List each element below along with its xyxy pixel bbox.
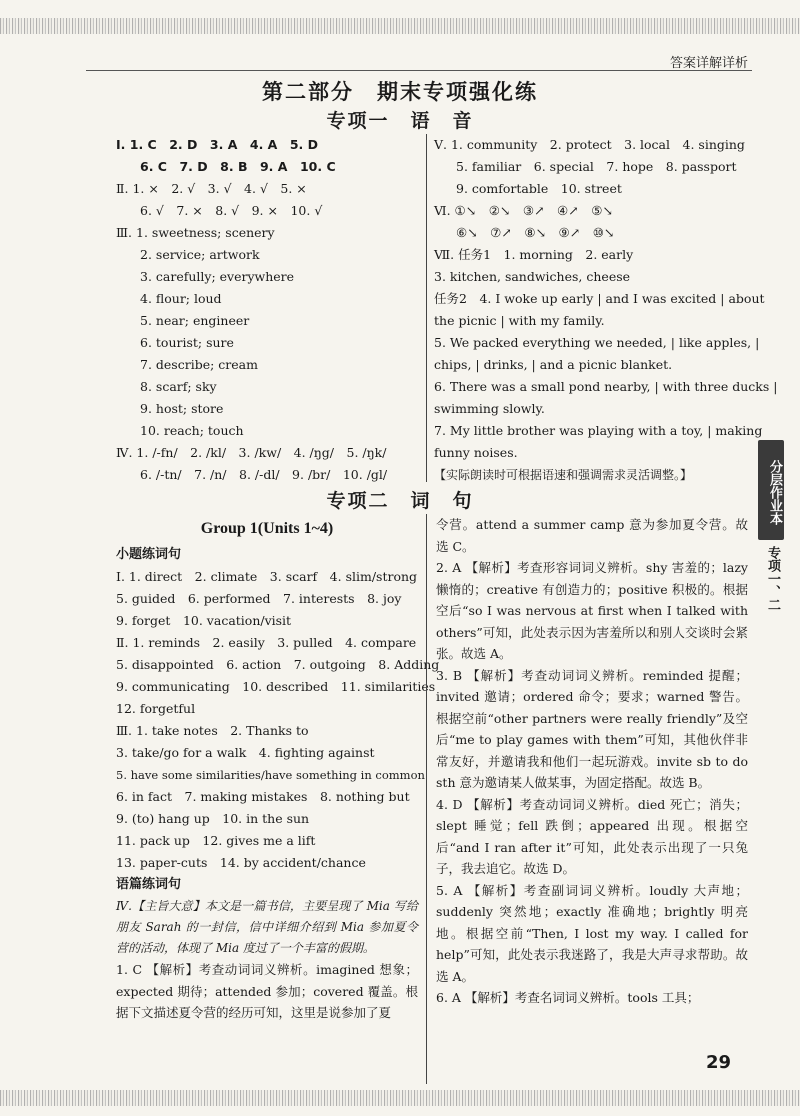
answer-line: ⑥↘ ⑦↗ ⑧↘ ⑨↗ ⑩↘ — [456, 225, 615, 240]
answer-line: 9. comfortable 10. street — [456, 181, 622, 196]
answer-line: Ⅲ. 1. take notes 2. Thanks to — [116, 723, 309, 738]
group-title: Group 1(Units 1~4) — [200, 520, 334, 537]
answer-line: 6. in fact 7. making mistakes 8. nothing but — [116, 789, 410, 804]
answer-line: 9. communicating 10. described 11. similarities — [116, 679, 436, 694]
section1-title: 专项一 语 音 — [326, 110, 474, 132]
answer-line: Ⅲ. 1. sweetness; scenery — [116, 225, 275, 240]
answer-line: 4. flour; loud — [140, 291, 222, 306]
explanation-paragraph: 3. B 【解析】考查动词词义辨析。reminded 提醒；invited 邀请；ordered 命令；要求；warned 警告。根据空前“other partners were really friendly”及空后“me to play games with them”可知，其他伙伴非常友好，并邀请我和他们一起玩游戏。invite sb to do sth 意为邀请某人做某事，为固定搭配。故选 B。 — [436, 667, 748, 790]
answer-line: 11. pack up 12. gives me a lift — [116, 833, 316, 848]
answer-line: 5. We packed everything we needed, | like apples, | — [434, 335, 760, 350]
answer-line: Ⅴ. 1. community 2. protect 3. local 4. singing — [434, 137, 745, 152]
answer-line: chips, | drinks, | and a picnic blanket. — [434, 357, 673, 372]
answer-line: swimming slowly. — [434, 401, 545, 416]
answer-line: 3. carefully; everywhere — [140, 269, 295, 284]
answer-line: 9. forget 10. vacation/visit — [116, 613, 292, 628]
answer-line: 3. kitchen, sandwiches, cheese — [434, 269, 631, 284]
answer-line: Ⅵ. ①↘ ②↘ ③↗ ④↗ ⑤↘ — [434, 203, 613, 218]
header-label: 答案详解详析 — [669, 56, 748, 71]
section2-right-column — [436, 514, 748, 1009]
page-number: 29 — [706, 1052, 732, 1073]
answer-line: Ⅱ. 1. × 2. √ 3. √ 4. √ 5. × — [116, 181, 307, 196]
answer-line: Ⅰ. 1. direct 2. climate 3. scarf 4. slim/strong — [116, 569, 418, 584]
top-scan-strip — [0, 18, 800, 34]
section2-title: 专项二 词 句 — [326, 490, 474, 512]
answer-line: 2. service; artwork — [140, 247, 260, 262]
explanation-paragraph: 2. A 【解析】考查形容词词义辨析。shy 害羞的；lazy 懒惰的；creative 有创造力的；positive 积极的。根据空后“so I was nervous at first when I talked with others”可知，此处表示因为害羞所以和别人交谈时会紧张。故选 A。 — [436, 560, 748, 661]
column-divider — [426, 514, 427, 1084]
section1-right-column — [434, 134, 778, 486]
answer-line: 13. paper-cuts 14. by accident/chance — [116, 855, 366, 870]
page-title: 第二部分 期末专项强化练 — [262, 80, 538, 104]
answer-line: 5. near; engineer — [140, 313, 250, 328]
answer-line: 5. have some similarities/have something in common — [116, 768, 425, 782]
answer-line: 9. host; store — [140, 401, 224, 416]
answer-line: funny noises. — [434, 445, 518, 460]
column-divider — [426, 134, 427, 482]
answer-line: Ⅱ. 1. reminds 2. easily 3. pulled 4. compare — [116, 635, 417, 650]
answer-line: 任务2 4. I woke up early | and I was excited | about — [434, 291, 765, 306]
answer-line: 12. forgetful — [116, 701, 196, 716]
answer-line: 9. (to) hang up 10. in the sun — [116, 811, 310, 826]
section1-left-column — [116, 134, 416, 486]
explanation-q1: 1. C 【解析】考查动词词义辨析。imagined 想象；expected 期待；attended 参加；covered 覆盖。根据下文描述夏令营的经历可知，这里是说参加了夏 — [116, 962, 418, 1020]
answer-line: 6. √ 7. × 8. √ 9. × 10. √ — [140, 203, 323, 218]
explanation-paragraph: 4. D 【解析】考查动词词义辨析。died 死亡；消失；slept 睡觉；fell 跌倒；appeared 出现。根据空后“and I ran after it”可知，此处表示出现了一只兔子，我去追它。故选 D。 — [436, 796, 748, 876]
explanation-paragraph: 令营。attend a summer camp 意为参加夏令营。故选 C。 — [436, 517, 748, 554]
note-line: 【实际朗读时可根据语速和强调需求灵活调整。】 — [434, 468, 693, 482]
answer-line: 6. tourist; sure — [140, 335, 234, 350]
explanation-paragraph: 6. A 【解析】考查名词词义辨析。tools 工具； — [436, 990, 700, 1005]
answer-line: 6. C 7. D 8. B 9. A 10. C — [140, 159, 336, 174]
bottom-scan-strip — [0, 1090, 800, 1106]
subsection-title: 小题练词句 — [116, 547, 182, 562]
answer-line: the picnic | with my family. — [434, 313, 605, 328]
answer-line: 7. My little brother was playing with a toy, | making — [434, 423, 763, 438]
side-section-label: 专项一、二 — [765, 546, 780, 611]
answer-line: Ⅶ. 任务1 1. morning 2. early — [434, 247, 634, 262]
answer-line: 7. describe; cream — [140, 357, 258, 372]
answer-line: 6. There was a small pond nearby, | with three ducks | — [434, 379, 778, 394]
explanation-paragraph: 5. A 【解析】考查副词词义辨析。loudly 大声地；suddenly 突然地；exactly 准确地；brightly 明亮地。根据空前“Then, I lost my way. I called for help”可知，此处表示我迷路了，我是大声寻求帮助。故选 A。 — [436, 882, 748, 984]
header-rule — [86, 70, 752, 71]
answer-line: Ⅳ. 1. /-fn/ 2. /kl/ 3. /kw/ 4. /ŋg/ 5. /ŋk/ — [116, 445, 387, 460]
passage-summary: Ⅳ.【主旨大意】本文是一篇书信，主要呈现了 Mia 写给朋友 Sarah 的一封信，信中详细介绍到 Mia 参加夏令营的活动，体现了 Mia 度过了一个丰富的假期。 — [116, 899, 418, 955]
answer-line: 5. guided 6. performed 7. interests 8. joy — [116, 591, 402, 606]
answer-line: 5. familiar 6. special 7. hope 8. passport — [456, 159, 737, 174]
side-tab: 分层作业本 — [758, 440, 784, 540]
answer-line: 6. /-tn/ 7. /n/ 8. /-dl/ 9. /br/ 10. /gl/ — [140, 467, 388, 482]
section2-left-column — [116, 514, 440, 1024]
answer-line: Ⅰ. 1. C 2. D 3. A 4. A 5. D — [116, 137, 319, 152]
answer-line: 10. reach; touch — [140, 423, 244, 438]
answer-line: 3. take/go for a walk 4. fighting against — [116, 745, 375, 760]
answer-line: 5. disappointed 6. action 7. outgoing 8. Adding — [116, 657, 440, 672]
subsection-title: 语篇练词句 — [116, 877, 182, 892]
answer-line: 8. scarf; sky — [140, 379, 217, 394]
